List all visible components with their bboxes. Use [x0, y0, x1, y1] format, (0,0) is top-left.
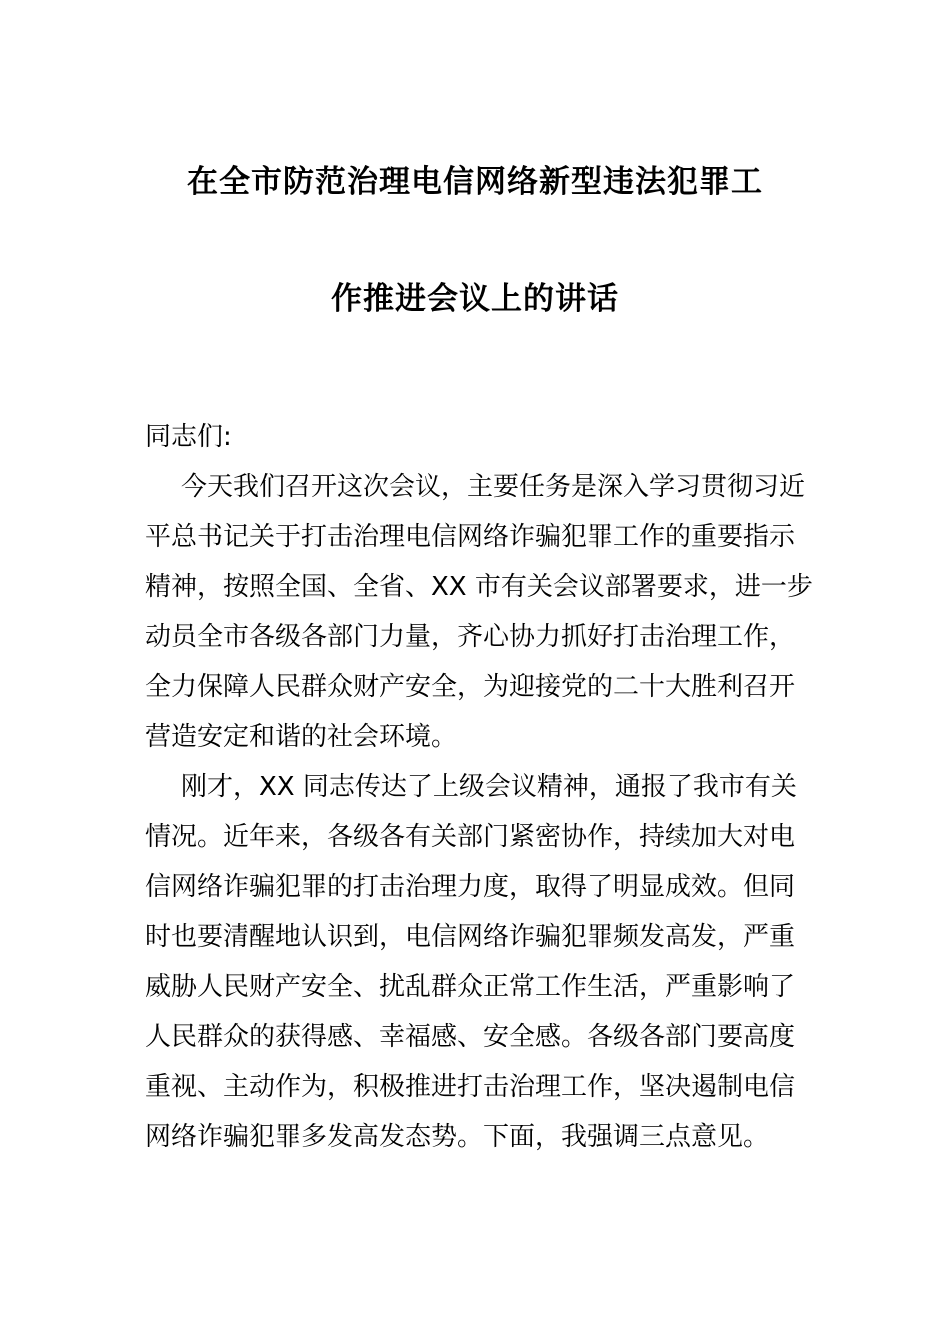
paragraph-2-line: 重视、主动作为，积极推进打击治理工作，坚决遏制电信: [145, 1072, 796, 1102]
salutation: 同志们:: [145, 422, 232, 452]
paragraph-2-line: 刚才，XX 同志传达了上级会议精神，通报了我市有关: [181, 772, 797, 802]
paragraph-2-line: 时也要清醒地认识到，电信网络诈骗犯罪频发高发，严重: [145, 922, 796, 952]
paragraph-2-line: 情况。近年来，各级各有关部门紧密协作，持续加大对电: [145, 822, 796, 852]
document-title-line-2: 作推进会议上的讲话: [331, 281, 619, 317]
paragraph-1-line: 今天我们召开这次会议，主要任务是深入学习贯彻习近: [181, 472, 806, 502]
paragraph-2-line: 威胁人民财产安全、扰乱群众正常工作生活，严重影响了: [145, 972, 796, 1002]
document-title-line-1: 在全市防范治理电信网络新型违法犯罪工: [187, 164, 763, 200]
paragraph-1-line: 动员全市各级各部门力量，齐心协力抓好打击治理工作，: [145, 622, 796, 652]
paragraph-1-line: 营造安定和谐的社会环境。: [145, 722, 458, 752]
paragraph-1-line: 平总书记关于打击治理电信网络诈骗犯罪工作的重要指示: [145, 522, 796, 552]
paragraph-2-line: 人民群众的获得感、幸福感、安全感。各级各部门要高度: [145, 1022, 796, 1052]
paragraph-2-line: 网络诈骗犯罪多发高发态势。下面，我强调三点意见。: [145, 1122, 770, 1152]
document-body: [145, 412, 813, 1162]
paragraph-1-line: 精神，按照全国、全省、XX 市有关会议部署要求，进一步: [145, 572, 813, 602]
paragraph-1-line: 全力保障人民群众财产安全，为迎接党的二十大胜利召开: [145, 672, 796, 702]
paragraph-2-line: 信网络诈骗犯罪的打击治理力度，取得了明显成效。但同: [145, 872, 796, 902]
